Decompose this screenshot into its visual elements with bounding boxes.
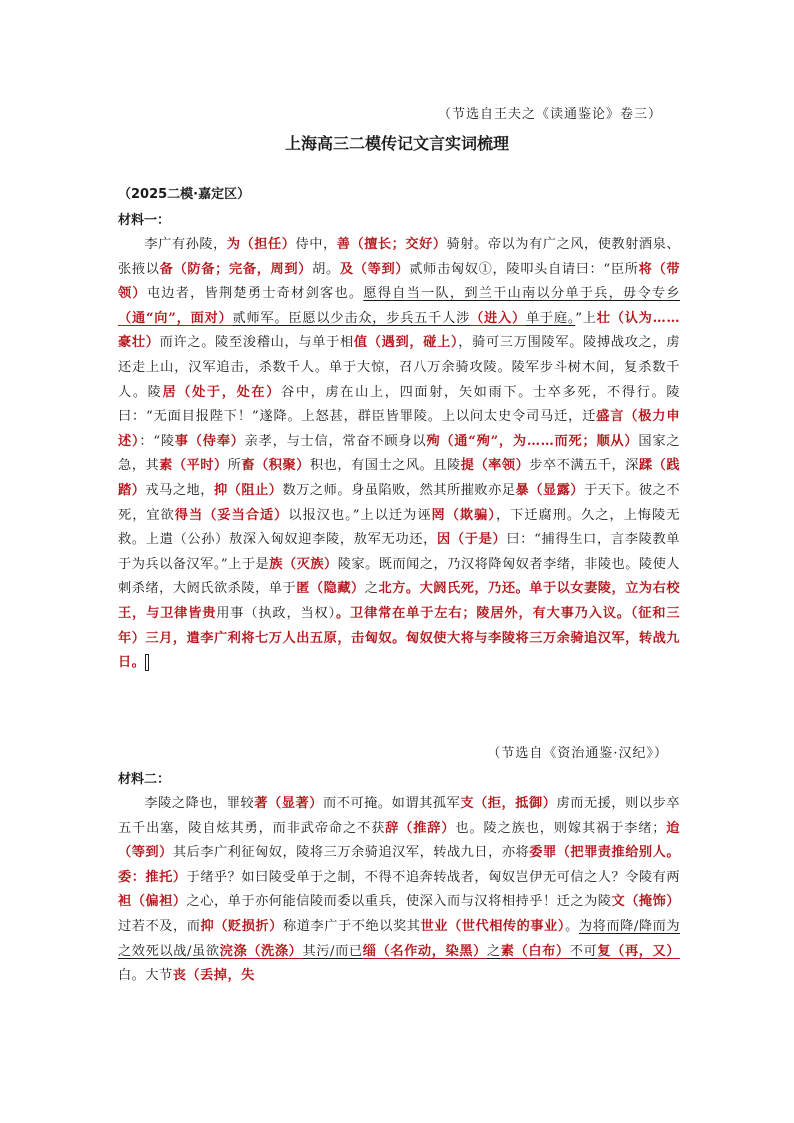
m1-gloss: 居（处于，处在） xyxy=(162,384,282,400)
m2-gloss: 浣涤（洗涤） xyxy=(219,943,303,959)
m2-seg: 之心，单于亦何能信陵而委以重兵，使深入而与汉将相持乎！迁之为陵 xyxy=(186,894,612,910)
boxed-char xyxy=(145,654,149,671)
m1-gloss: 因（于是） xyxy=(436,532,507,548)
m1-gloss: 及（等到） xyxy=(339,261,410,277)
m1-gloss: 。卫律常在单于左右；陵居外，有大事乃入议。（征和三年）三月，遣李广利将七万人出五原，击匈奴。匈奴使大将与李陵将三万余骑追汉军，转战九日。 xyxy=(118,605,681,671)
page-title: 上海高三二模传记文言实词梳理 xyxy=(284,134,509,153)
m1-gloss: 抑（阻止） xyxy=(213,482,283,498)
m2-underlined-seg: 其污/而已 xyxy=(302,943,363,959)
m2-gloss: 辞（推辞） xyxy=(385,820,456,836)
material1-source: （节选自《资治通鉴·汉纪》） xyxy=(487,746,668,761)
m1-seg: 国家之急，其 xyxy=(118,433,681,474)
m2-seg: 称道李广于不绝以奖其 xyxy=(282,918,421,934)
m2-seg: 过若不及，而 xyxy=(118,918,201,934)
m1-gloss: 罔（欺骗） xyxy=(431,507,496,523)
exam-tag: （2025二模·嘉定区） xyxy=(118,187,251,202)
m1-gloss: 值（遇到，碰上） xyxy=(353,335,459,351)
m1-gloss: 暴（显露） xyxy=(515,482,585,498)
m2-gloss: 缁（名作动，染黑） xyxy=(362,943,487,959)
m1-seg: ”上 xyxy=(575,310,597,326)
m1-underlined-seg: 愿得自当一队，到兰干山南以分单于兵，毋令专乡 xyxy=(363,286,681,302)
material1-label: 材料一： xyxy=(118,213,171,228)
m2-seg: 其后李广利征匈奴，陵将三万余骑追汉军，转战九日，亦将 xyxy=(172,845,530,861)
m2-gloss: 文（掩饰） xyxy=(611,894,681,910)
m1-gloss: 提（率领） xyxy=(460,458,530,474)
m1-seg: ，下迁腐刑。久之，上悔陵无救。上遣（公孙）敖深入匈奴迎李陵，敖军无功还， xyxy=(118,507,681,548)
m1-seg: 戎马之地， xyxy=(145,482,214,498)
m2-gloss: 迨（等到） xyxy=(118,820,681,861)
m1-seg: 贰师击匈奴①，陵叩头自请曰：“臣所 xyxy=(409,261,639,277)
m1-gloss: 为（担任） xyxy=(226,237,296,252)
m1-gloss: 善（擅长；交好） xyxy=(336,237,447,252)
m1-gloss: 素（平时） xyxy=(159,458,228,474)
m1-gloss: 北方。大阏氏死，乃还。单于以女妻陵，立为右校王，与卫律皆贵 xyxy=(118,581,681,621)
m1-seg: 数万之师。身虽陷败，然其所摧败亦足 xyxy=(282,482,516,498)
m1-seg: 侍中， xyxy=(295,237,337,252)
m2-seg: 。 xyxy=(565,918,579,934)
m1-gloss: 壮（认为……豪壮） xyxy=(118,310,681,351)
m1-gloss: 将（带领） xyxy=(118,261,681,302)
m2-seg: 也。陵之族也，则嫁其祸于李绪； xyxy=(455,820,666,836)
m1-gloss: 盛言（极力申述） xyxy=(118,409,681,449)
m1-gloss: 事（侍奉） xyxy=(174,433,245,449)
m2-seg: 李陵之降也，罪较 xyxy=(144,796,255,811)
m1-seg: ，骑可三万围陵军。陵搏战攻之，虏还走上山，汉军追击，杀数千人。单于大惊，召八万余骑攻陵。陵军步斗树木间，复杀数千人。陵 xyxy=(118,335,681,400)
m1-seg: 所 xyxy=(227,458,242,474)
material2-paragraph xyxy=(118,792,680,989)
m2-gloss: 支（拒，抵御） xyxy=(460,796,557,811)
m2-underlined-seg: 之 xyxy=(486,943,501,959)
m2-underlined-seg: 不可 xyxy=(569,943,598,959)
m1-gloss: 备（防备；完备，周到） xyxy=(159,261,313,277)
m1-underlined-seg: 单于庭。 xyxy=(525,310,576,326)
m1-seg: 曰：“捕得生口，言李陵教单于为兵以备汉军。”上于是 xyxy=(118,532,680,572)
top-source: （节选自王夫之《读通鉴论》卷三） xyxy=(437,107,662,122)
m1-seg: 李广有孙陵， xyxy=(144,237,227,252)
m1-seg: 而许之。陵至浚稽山，与单于相 xyxy=(159,335,354,351)
m1-seg: 以报汉也。”上以迁为诬 xyxy=(288,507,432,523)
m1-seg: 用事（执政，当权） xyxy=(216,605,337,621)
m1-gloss: 殉（通“殉”，为……而死；顺从） xyxy=(426,433,639,449)
m2-gloss: 复（再，又） xyxy=(597,943,681,959)
m1-seg: 胡。 xyxy=(312,261,340,277)
m1-gloss: 得当（妥当合适） xyxy=(174,507,289,523)
m1-seg: ：“陵 xyxy=(139,433,175,449)
m2-seg: 于绪乎？如曰陵受单于之制，不得不追奔转战者，匈奴岂伊无可信之人？令陵有两 xyxy=(186,869,681,885)
m1-seg: 积也，有国士之风。且陵 xyxy=(309,458,461,474)
m1-underlined-seg: 贰师军。臣愿以少击众，步兵五千人涉 xyxy=(232,310,471,326)
m1-seg: 陵家。既而闻之，乃汉将降匈奴者李绪，非陵也。陵使人刺杀绪，大阏氏欲杀陵，单于 xyxy=(118,556,680,597)
m1-gloss: （进入） xyxy=(470,310,526,326)
m1-gloss: 畜（积聚） xyxy=(241,458,310,474)
m2-gloss: 委罪（把罪责推给别人。委：推托） xyxy=(118,845,681,885)
m1-seg: 亲孝，与士信，常奋不顾身以 xyxy=(244,433,427,449)
m1-seg: 屯边者，皆荆楚勇士奇材剑客也。 xyxy=(146,286,364,302)
material2-label: 材料二： xyxy=(118,772,171,787)
material1-paragraph xyxy=(118,233,680,676)
m2-gloss: 世业（世代相传的事业） xyxy=(420,918,566,934)
m1-gloss: 蹂（践踏） xyxy=(118,458,681,498)
m2-seg: 白。大节 xyxy=(118,968,173,984)
m2-gloss: 丧（丢掉，失 xyxy=(172,968,255,984)
m2-gloss: 袒（偏袒） xyxy=(118,894,187,910)
m1-gloss: 族（灭族） xyxy=(269,556,338,572)
m1-seg: 之 xyxy=(364,581,379,597)
m2-gloss: 素（白布） xyxy=(500,943,570,959)
m1-gloss: 匿（隐藏） xyxy=(296,581,365,597)
m2-seg: 虏而无援，则以步卒五千出塞，陵自炫其勇，而非武帝命之不获 xyxy=(118,796,681,836)
m1-seg: 骑射。帝以为有广之风，使教射酒泉、张掖以 xyxy=(118,237,681,277)
m1-gloss: （通“向”，面对） xyxy=(118,310,233,326)
m2-gloss: 抑（贬损折） xyxy=(200,918,283,934)
m2-underlined-seg: 为将而降/降而为之效死以战/虽欲 xyxy=(118,918,681,959)
m1-seg: 于天下。彼之不死，宜欲 xyxy=(118,482,681,523)
m2-seg: 而不可掩。如谓其孤军 xyxy=(322,796,461,811)
m2-gloss: 著（显著） xyxy=(254,796,323,811)
m1-seg: 步卒不满五千，深 xyxy=(529,458,639,474)
m1-seg: 谷中，虏在山上，四面射，矢如雨下。士卒多死，不得行。陵曰：“无面目报陛下！”遂降。上怒甚，群臣皆罪陵。上以问太史令司马迁，迁 xyxy=(118,384,681,425)
